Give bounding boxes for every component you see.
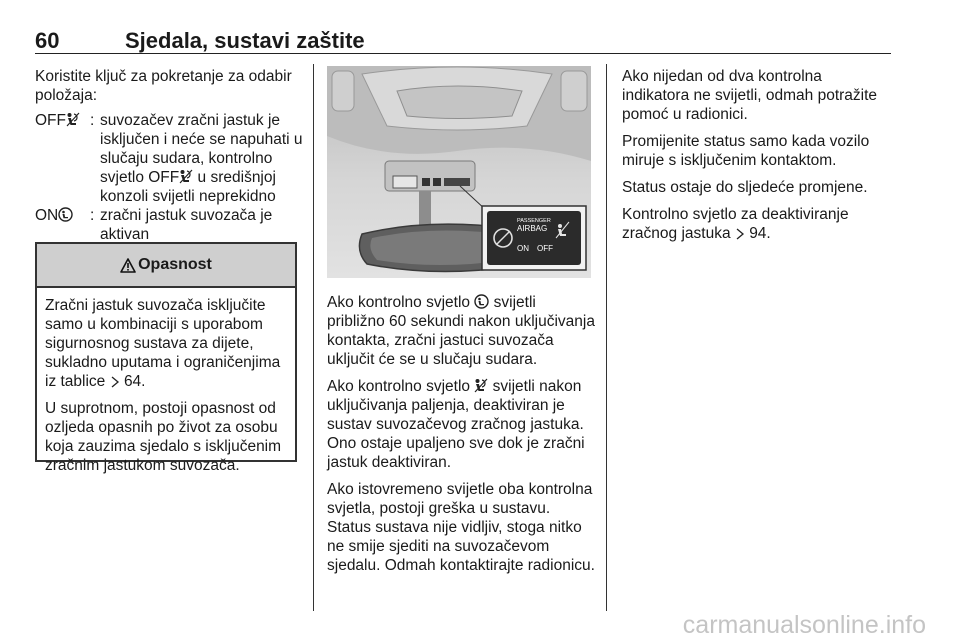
paragraph: Kontrolno svjetlo za deaktiviranje zračnog jastuka 94.	[622, 206, 849, 242]
definition-item-off: OFF : suvozačev zračni jastuk je isključen i neće se napuhati u slučaju sudara, kontrolno svjetlo OFF u središnjoj konzoli svijetli neprekidno	[35, 112, 303, 205]
page-reference-arrow-icon	[110, 376, 120, 388]
overhead-console-illustration	[327, 66, 591, 278]
airbag-off-icon	[66, 112, 80, 127]
paragraph: Promijenite status samo kada vozilo miruje s isključenim kontaktom.	[622, 133, 870, 169]
warning-body	[37, 288, 295, 475]
paragraph: Status ostaje do sljedeće promjene.	[622, 179, 868, 196]
definition-description: zračni jastuk suvozača je aktivan	[100, 207, 273, 243]
airbag-on-icon	[474, 294, 489, 309]
column-divider	[313, 64, 314, 611]
header-rule	[35, 53, 891, 54]
warning-title: Opasnost	[138, 256, 212, 273]
definition-term: OFF	[35, 112, 66, 129]
definition-item-on: ON : zračni jastuk suvozača je aktivan	[35, 206, 303, 244]
paragraph: Ako istovremeno svijetle oba kontrolna svjetla, postoji greška u sustavu. Status sustava nije vidljiv, stoga nitko ne smije sjediti na suvozačevom sjedalu. Odmah kontaktirajte radionicu.	[327, 481, 595, 574]
warning-paragraph: U suprotnom, postoji opasnost od ozljeda opasnih po život za osobu koja zauzima sjedalo s isključenim zračnim jastukom suvozača.	[45, 400, 282, 474]
definition-description: suvozačev zračni jastuk je isključen i neće se napuhati u slučaju sudara, kontrolno svjetlo OFF u središnjoj konzoli svijetli neprekidno	[100, 112, 303, 205]
warning-paragraph: Zračni jastuk suvozača isključite samo u kombinaciji s uporabom sigurnosnog sustava za dijete, sukladno uputama i ograničenjima iz tablice 64.	[45, 297, 281, 390]
page-header	[35, 28, 890, 52]
page-reference-arrow-icon	[735, 228, 745, 240]
airbag-on-icon	[58, 207, 73, 222]
paragraph: Ako kontrolno svjetlo svijetli približno 60 sekundi nakon uključivanja kontakta, zračni jastuci suvozača uključit će se u slučaju sudara.	[327, 294, 595, 368]
middle-column	[327, 293, 597, 583]
panel-label-off: OFF	[537, 244, 553, 253]
panel-label-on: ON	[517, 244, 529, 253]
definition-list	[35, 111, 303, 244]
airbag-off-icon	[474, 378, 488, 393]
page-number: 60	[35, 28, 60, 53]
danger-warning-box	[35, 242, 297, 474]
section-title: Sjedala, sustavi zaštite	[125, 28, 365, 53]
paragraph: Ako kontrolno svjetlo svijetli nakon uključivanja paljenja, deaktiviran je sustav suvozačevog zračnog jastuka. Ono ostaje upaljeno sve dok je zračni jastuk deaktiviran.	[327, 378, 585, 471]
overhead-console-photo	[327, 66, 591, 278]
paragraph: Ako nijedan od dva kontrolna indikatora ne svijetli, odmah potražite pomoć u radionici.	[622, 68, 878, 123]
panel-label-passenger: PASSENGER	[517, 218, 551, 224]
airbag-off-icon	[179, 169, 193, 184]
left-column	[35, 67, 303, 244]
panel-label-airbag: AIRBAG	[517, 224, 548, 233]
warning-header	[37, 244, 295, 288]
column-divider	[606, 64, 607, 611]
right-column	[622, 67, 890, 251]
watermark: carmanualsonline.info	[682, 611, 926, 639]
intro-text: Koristite ključ za pokretanje za odabir položaja:	[35, 68, 292, 104]
warning-triangle-icon	[120, 258, 136, 273]
definition-term: ON	[35, 207, 59, 224]
